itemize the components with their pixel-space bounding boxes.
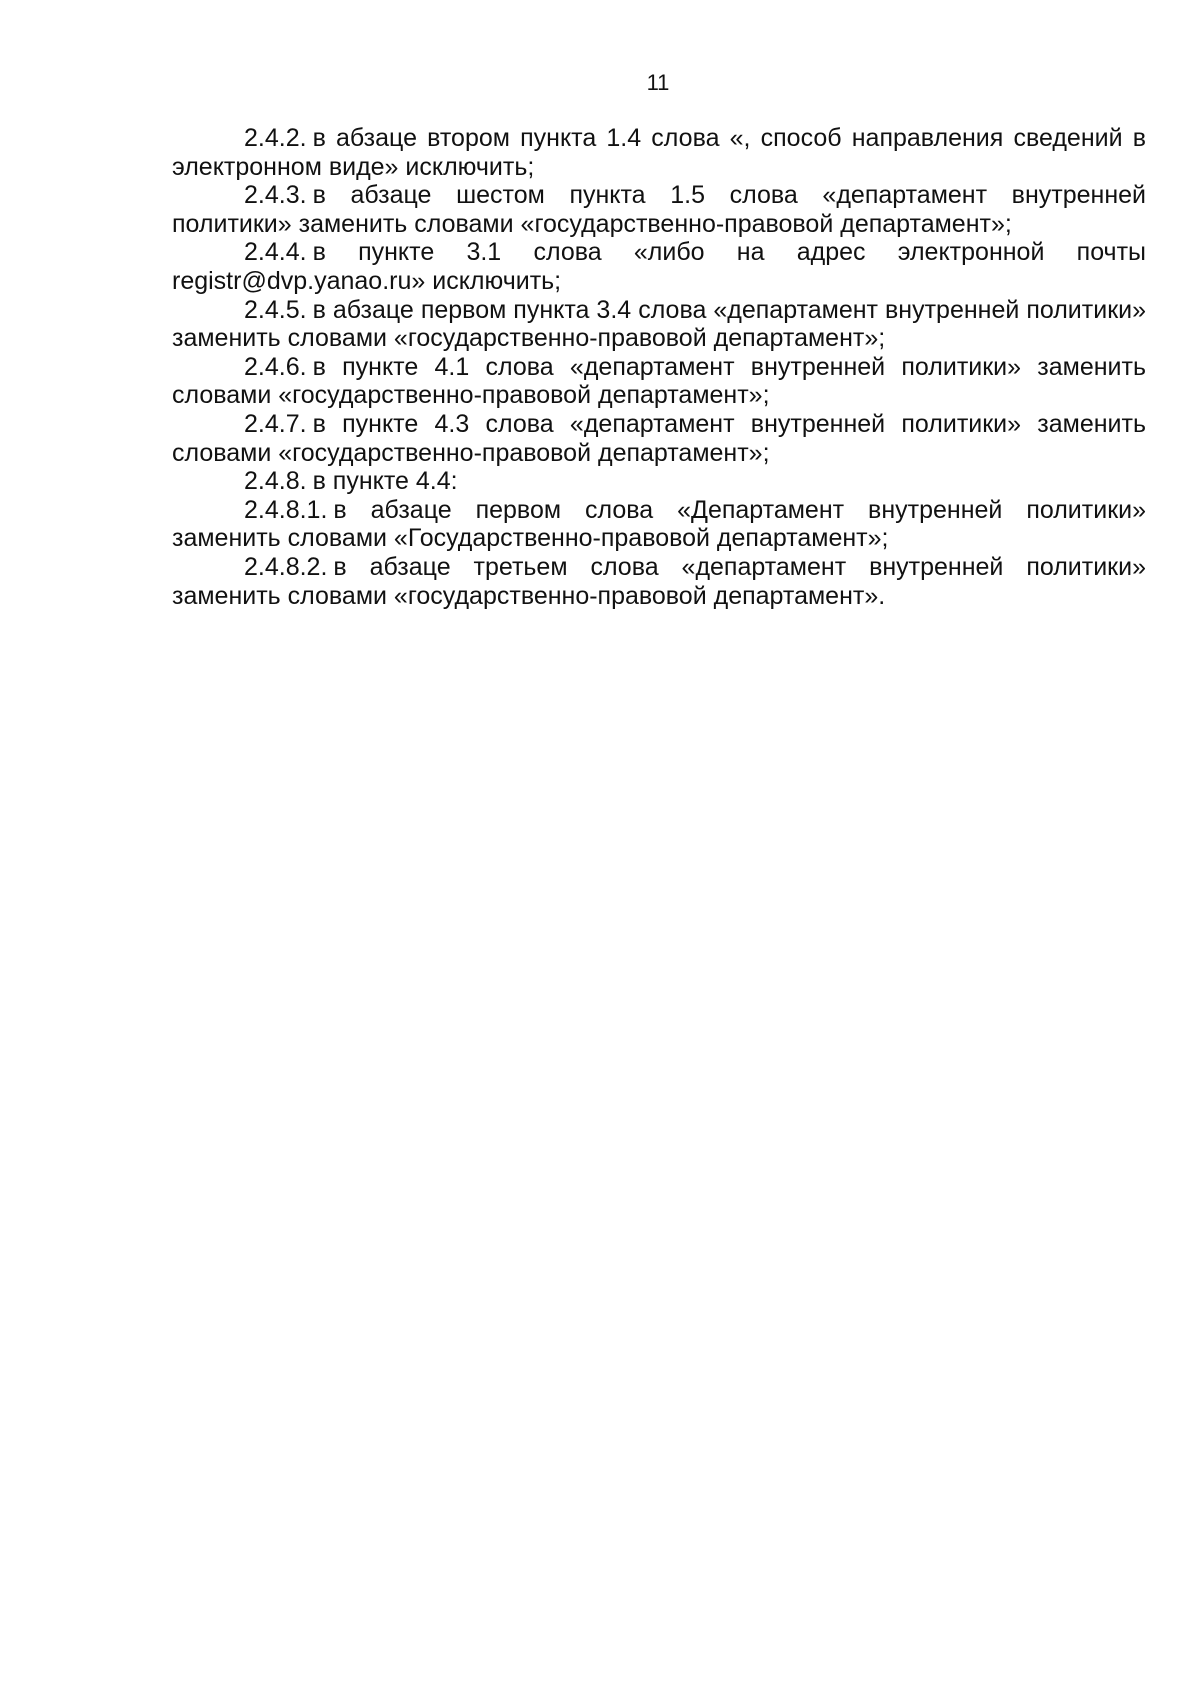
paragraph-text: в абзаце первом пункта 3.4 слова «департамент внутренней политики» заменить словами «государственно-правовой департамент»; [172,295,1146,353]
paragraph-text: в абзаце втором пункта 1.4 слова «, способ направления сведений в электронном виде» исключить; [172,124,1146,181]
paragraph-number: 2.4.7. [244,409,307,438]
paragraph-2-4-3 [172,181,1146,238]
paragraph-2-4-8 [172,467,1146,496]
paragraph-number: 2.4.4. [244,238,307,267]
paragraph-text: в пункте 3.1 слова «либо на адрес электронной почты registr@dvp.yanao.ru» исключить; [172,238,1146,295]
paragraph-2-4-8-1 [172,496,1146,553]
paragraph-number: 2.4.2. [244,124,307,152]
paragraph-number: 2.4.3. [244,181,307,210]
paragraph-2-4-4 [172,238,1146,295]
paragraph-2-4-6 [172,353,1146,410]
paragraph-text: в пункте 4.3 слова «департамент внутренней политики» заменить словами «государственно-правовой департамент»; [172,409,1146,467]
page-number: 11 [646,70,670,95]
paragraph-number: 2.4.5. [244,295,307,324]
paragraph-2-4-7 [172,410,1146,467]
document-body [172,124,1146,610]
paragraph-text: в пункте 4.1 слова «департамент внутренней политики» заменить словами «государственно-правовой департамент»; [172,352,1146,410]
paragraph-number: 2.4.8.2. [244,552,328,581]
paragraph-number: 2.4.8. [244,467,307,496]
paragraph-2-4-5 [172,296,1146,353]
paragraph-text: в абзаце шестом пункта 1.5 слова «департамент внутренней политики» заменить словами «государственно-правовой департамент»; [172,181,1146,238]
paragraph-2-4-2 [172,124,1146,181]
paragraph-number: 2.4.6. [244,352,307,381]
paragraph-text: в абзаце третьем слова «департамент внутренней политики» заменить словами «государственно-правовой департамент». [172,552,1146,610]
paragraph-text: в пункте 4.4: [312,467,458,496]
paragraph-text: в абзаце первом слова «Департамент внутренней политики» заменить словами «Государственно-правовой департамент»; [172,495,1146,553]
paragraph-number: 2.4.8.1. [244,495,328,524]
paragraph-2-4-8-2 [172,553,1146,610]
